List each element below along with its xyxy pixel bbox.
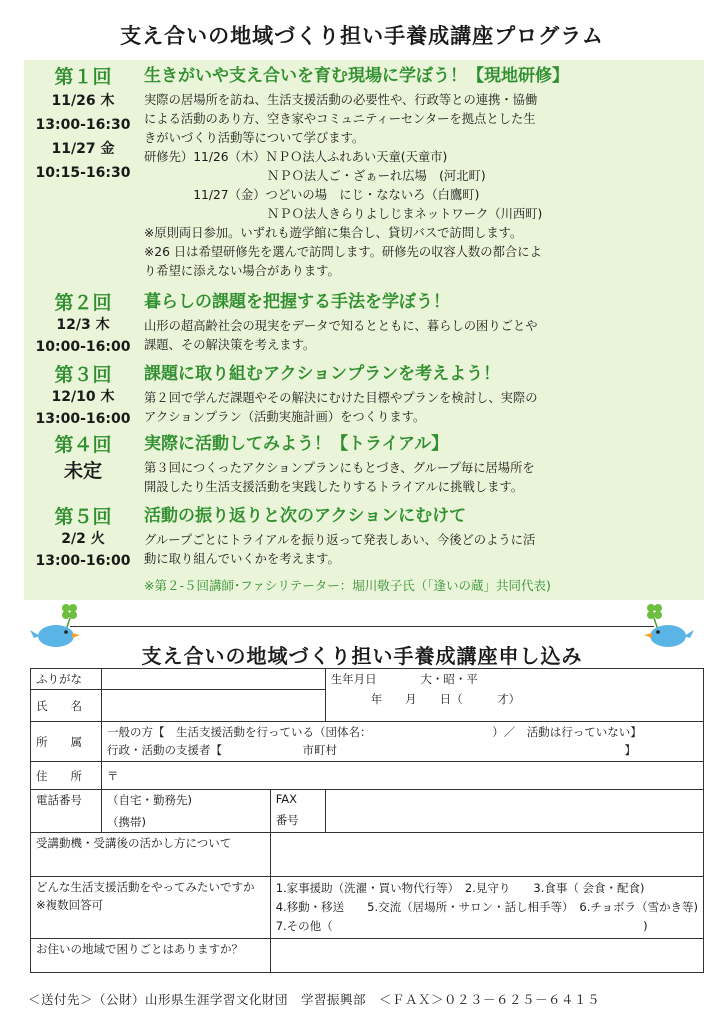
- desc-line: 課題、その解決策を考えます。: [144, 338, 316, 352]
- session-date: 12/3 木: [56, 317, 110, 333]
- session-4: [24, 432, 704, 498]
- activity-label: どんな生活支援活動をやってみたいですか: [36, 880, 255, 894]
- desc-line: による活動のあり方、空き家やコミュニティーセンターを拠点とした生: [144, 112, 536, 126]
- name-field[interactable]: [102, 690, 326, 722]
- fax-field[interactable]: [325, 790, 703, 833]
- desc-line: ＮＰＯ法人ご・ざぁーれ広場 (河北町): [144, 169, 486, 183]
- fax-label: FAX: [275, 792, 297, 806]
- session-3-content: [144, 362, 704, 427]
- desc-line: 山形の超高齢社会の現実をデータで知るとともに、暮らしの困りごとや: [144, 319, 538, 333]
- session-heading: 生きがいや支え合いを育む現場に学ぼう！【現地研修】: [144, 66, 569, 86]
- session-5: [24, 504, 704, 570]
- affiliation-general: 一般の方【 生活支援活動を行っている（団体名： ）／ 活動は行っていない】: [107, 725, 642, 739]
- session-4-info: [24, 434, 142, 486]
- separator-line: [70, 626, 654, 627]
- session-1-info: [24, 66, 142, 184]
- trouble-field[interactable]: [270, 939, 703, 973]
- session-time: 10:00-16:00: [35, 339, 131, 355]
- session-date: 11/26 木: [51, 93, 115, 109]
- session-number: 第１回: [54, 66, 112, 88]
- session-date: 2/2 火: [61, 531, 105, 547]
- phone-field[interactable]: [102, 790, 271, 833]
- desc-line: 開設したり生活支援活動を実践したりするトライアルに挑戦します。: [144, 480, 523, 494]
- activity-option-line: 4.移動・移送 5.交流（居場所・サロン・話し相手等） 6.チョボラ（雪かき等): [275, 900, 698, 914]
- postal-mark: 〒: [107, 768, 119, 783]
- session-number: 第５回: [54, 506, 112, 528]
- phone-home-label: （自宅・勤務先): [107, 793, 192, 807]
- activity-option-line: 1.家事援助（洗濯・買い物代行等） 2.見守り 3.食事（ 会食・配食): [275, 881, 645, 895]
- desc-line: アクションプラン（活動実施計画）をつくります。: [144, 410, 426, 424]
- application-form: [30, 668, 704, 973]
- session-date: 11/27 金: [51, 141, 115, 157]
- desc-line: り希望に添えない場合があります。: [144, 264, 340, 278]
- address-label: 住 所: [31, 762, 102, 790]
- session-date: 未定: [63, 460, 102, 482]
- session-description: [144, 389, 704, 427]
- session-description: [144, 531, 704, 569]
- desc-line: ＮＰＯ法人きらりよしじまネットワーク（川西町): [144, 207, 543, 221]
- desc-line: グループごとにトライアルを振り返って発表しあい、今後どのように活: [144, 533, 536, 547]
- phone-mobile-label: （携帯): [107, 815, 146, 829]
- activity-option-line: 7.その他（ ): [275, 919, 648, 933]
- session-time: 13:00-16:00: [35, 553, 131, 569]
- address-field[interactable]: [102, 762, 704, 790]
- desc-line: 11/27（金）つどいの場 にじ・なないろ（白鷹町): [144, 188, 480, 202]
- session-time: 10:15-16:30: [35, 165, 131, 181]
- affiliation-field[interactable]: [102, 722, 704, 762]
- trouble-label: お住いの地域で困りごとはありますか？: [31, 939, 271, 973]
- facilitator-note: ※第２-５回講師･ファシリテーター：堀川敬子氏（「逢いの蔵」共同代表): [144, 578, 551, 593]
- furigana-label: ふりがな: [31, 669, 102, 690]
- footer-contact: ＜送付先＞（公財）山形県生涯学習文化財団 学習振興部 ＜ＦＡＸ＞０２３－６２５－６４１５: [28, 992, 601, 1007]
- desc-line: 動に取り組んでいくかを考えます。: [144, 552, 340, 566]
- desc-line: 実際の居場所を訪ね、生活支援活動の必要性や、行政等との連携・協働: [144, 93, 538, 107]
- fax-label-cell: [270, 790, 325, 833]
- session-heading: 実際に活動してみよう！【トライアル】: [144, 434, 449, 454]
- session-time: 13:00-16:30: [35, 117, 131, 133]
- session-5-info: [24, 506, 142, 572]
- session-number: 第２回: [54, 292, 112, 314]
- session-5-content: [144, 504, 704, 569]
- activity-note: ※複数回答可: [36, 898, 104, 912]
- session-2: [24, 290, 704, 356]
- affiliation-support: 行政・活動の支援者【 市町村 】: [107, 743, 636, 757]
- motive-label: 受講動機・受講後の活かし方について: [31, 833, 271, 877]
- furigana-field[interactable]: [102, 669, 326, 690]
- desc-line: きがいづくり活動等について学びます。: [144, 131, 365, 145]
- desc-line: ※26 日は希望研修先を選んで訪問します。研修先の収容人数の都合によ: [144, 245, 542, 259]
- session-heading: 活動の振り返りと次のアクションにむけて: [144, 506, 467, 526]
- birth-date-field[interactable]: [325, 669, 703, 722]
- desc-line: 研修先）11/26（木）ＮＰＯ法人ふれあい天童(天童市): [144, 150, 448, 164]
- form-title: 支え合いの地域づくり担い手養成講座申し込み: [141, 644, 583, 668]
- session-number: 第３回: [54, 364, 112, 386]
- session-3: [24, 362, 704, 428]
- program-title: 支え合いの地域づくり担い手養成講座プログラム: [120, 24, 604, 48]
- desc-line: 第２回で学んだ課題やその解決にむけた目標やプランを検討し、実際の: [144, 391, 538, 405]
- session-4-content: [144, 432, 704, 497]
- session-description: [144, 317, 704, 355]
- session-2-content: [144, 290, 704, 355]
- session-description: [144, 459, 704, 497]
- session-heading: 暮らしの課題を把握する手法を学ぼう！: [144, 292, 450, 312]
- session-heading: 課題に取り組むアクションプランを考えよう！: [144, 364, 501, 384]
- activity-question-cell: [31, 877, 271, 939]
- session-number: 第４回: [54, 434, 112, 456]
- session-3-info: [24, 364, 142, 430]
- birth-date-inputs: 年 月 日（ 才）: [370, 692, 521, 706]
- birth-era-options: 大・昭・平: [420, 672, 478, 686]
- name-label: 氏 名: [31, 690, 102, 722]
- desc-line: ※原則両日参加。いずれも遊学館に集合し、貸切バスで訪問します。: [144, 226, 523, 240]
- activity-options[interactable]: [270, 877, 703, 939]
- session-2-info: [24, 292, 142, 358]
- birth-date-label: 生年月日: [330, 672, 377, 686]
- desc-line: 第３回につくったアクションプランにもとづき、グループ毎に居場所を: [144, 461, 535, 475]
- motive-field[interactable]: [270, 833, 703, 877]
- affiliation-label: 所 属: [31, 722, 102, 762]
- session-description: [144, 91, 704, 281]
- session-1-content: [144, 64, 704, 281]
- phone-label: 電話番号: [31, 790, 102, 833]
- session-1: [24, 64, 704, 286]
- session-date: 12/10 木: [51, 389, 115, 405]
- session-time: 13:00-16:00: [35, 411, 131, 427]
- fax-number-label: 番号: [275, 813, 299, 827]
